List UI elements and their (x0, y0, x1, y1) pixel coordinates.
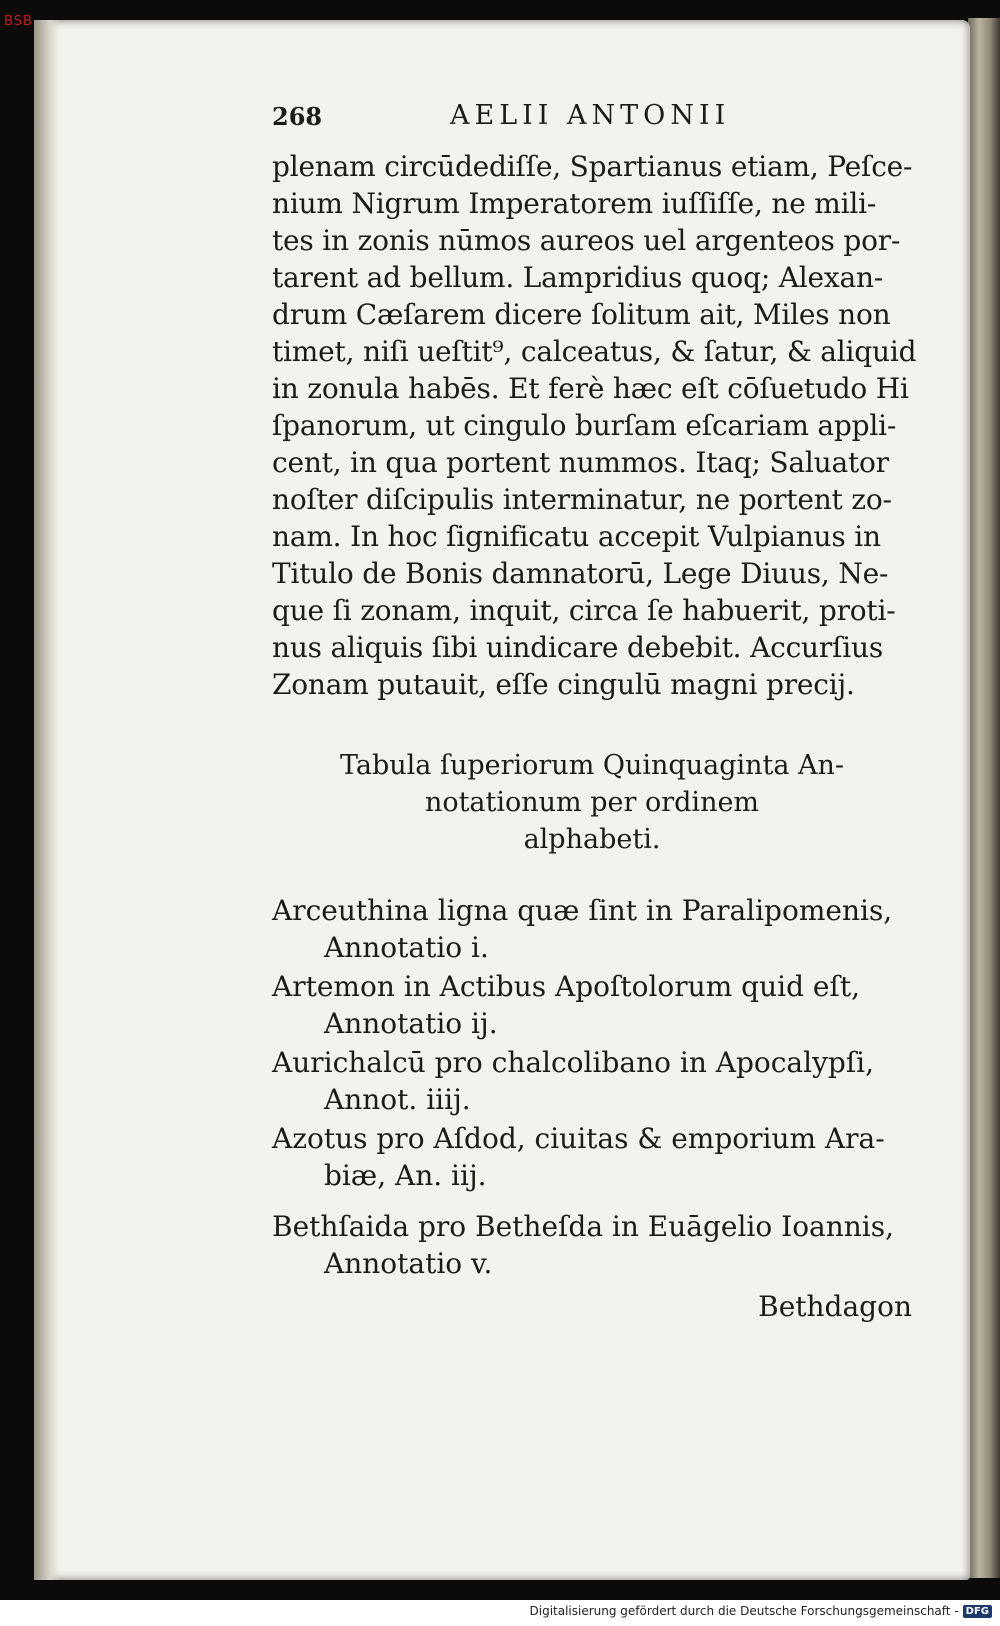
page-number: 268 (272, 102, 323, 131)
catchword: Bethdagon (758, 1290, 912, 1323)
entry-reference: Annot. iiij. (324, 1083, 471, 1116)
page-gutter-shadow (34, 20, 60, 1580)
index-entry (272, 968, 912, 1042)
text-line: timet, niſi ueſtit⁹, calceatus, & ſatur, & aliquid (272, 335, 917, 368)
entry-reference: Annotatio ij. (324, 1007, 498, 1040)
text-line: drum Cæſarem dicere ſolitum ait, Miles non (272, 298, 891, 331)
entry-title: Artemon in Actibus Apoſtolorum quid eſt, (272, 970, 860, 1003)
text-line: ſpanorum, ut cingulo burſam eſcariam appli- (272, 409, 897, 442)
table-heading (272, 747, 912, 858)
entry-reference: biæ, An. iij. (324, 1159, 487, 1192)
dfg-logo: DFG (963, 1605, 992, 1618)
heading-line: notationum per ordinem (424, 787, 760, 818)
body-paragraph (272, 148, 917, 703)
entry-title: Bethſaida pro Betheſda in Euāgelio Ioannis, (272, 1210, 895, 1243)
book-edge (968, 18, 1000, 1578)
text-line: nam. In hoc ſignificatu accepit Vulpianus in (272, 520, 881, 553)
text-line: Zonam putauit, eſſe cingulū magni precij. (272, 668, 855, 701)
entry-reference: Annotatio i. (324, 931, 489, 964)
index-entries (272, 892, 912, 1282)
text-line: que ſi zonam, inquit, circa ſe habuerit, proti- (272, 594, 896, 627)
footer-credit (530, 1604, 993, 1618)
footer-text: Digitalisierung gefördert durch die Deutsche Forschungsgemeinschaft - (529, 1604, 959, 1618)
entry-title: Arceuthina ligna quæ ſint in Paralipomenis, (272, 894, 893, 927)
text-line: tarent ad bellum. Lampridius quoq; Alexan- (272, 261, 884, 294)
running-title: AELII ANTONII (450, 100, 731, 131)
text-line: plenam circūdediſſe, Spartianus etiam, Peſce- (272, 150, 913, 183)
entry-title: Azotus pro Aſdod, ciuitas & emporium Ara- (272, 1122, 885, 1155)
entry-title: Aurichalcū pro chalcolibano in Apocalypſi, (272, 1046, 875, 1079)
index-entry (272, 1208, 912, 1282)
entry-reference: Annotatio v. (324, 1247, 493, 1280)
text-line: Titulo de Bonis damnatorū, Lege Diuus, Ne- (272, 557, 889, 590)
library-mark: BSB (4, 14, 33, 29)
index-entry (272, 1044, 912, 1118)
text-line: nus aliquis ſibi uindicare debebit. Accurſius (272, 631, 883, 664)
heading-line: Tabula ſuperiorum Quinquaginta An- (339, 750, 845, 781)
page-text (272, 96, 917, 1325)
index-entry (272, 1120, 912, 1194)
text-line: in zonula habēs. Et ferè hæc eſt cōſuetudo Hi (272, 372, 909, 405)
text-line: cent, in qua portent nummos. Itaq; Saluator (272, 446, 889, 479)
text-line: nium Nigrum Imperatorem iuſſiſſe, ne mili- (272, 187, 877, 220)
index-entry (272, 892, 912, 966)
text-line: noſter diſcipulis interminatur, ne portent zo- (272, 483, 892, 516)
heading-line: alphabeti. (523, 824, 661, 855)
text-line: tes in zonis nūmos aureos uel argenteos por- (272, 224, 901, 257)
running-head (272, 96, 912, 142)
